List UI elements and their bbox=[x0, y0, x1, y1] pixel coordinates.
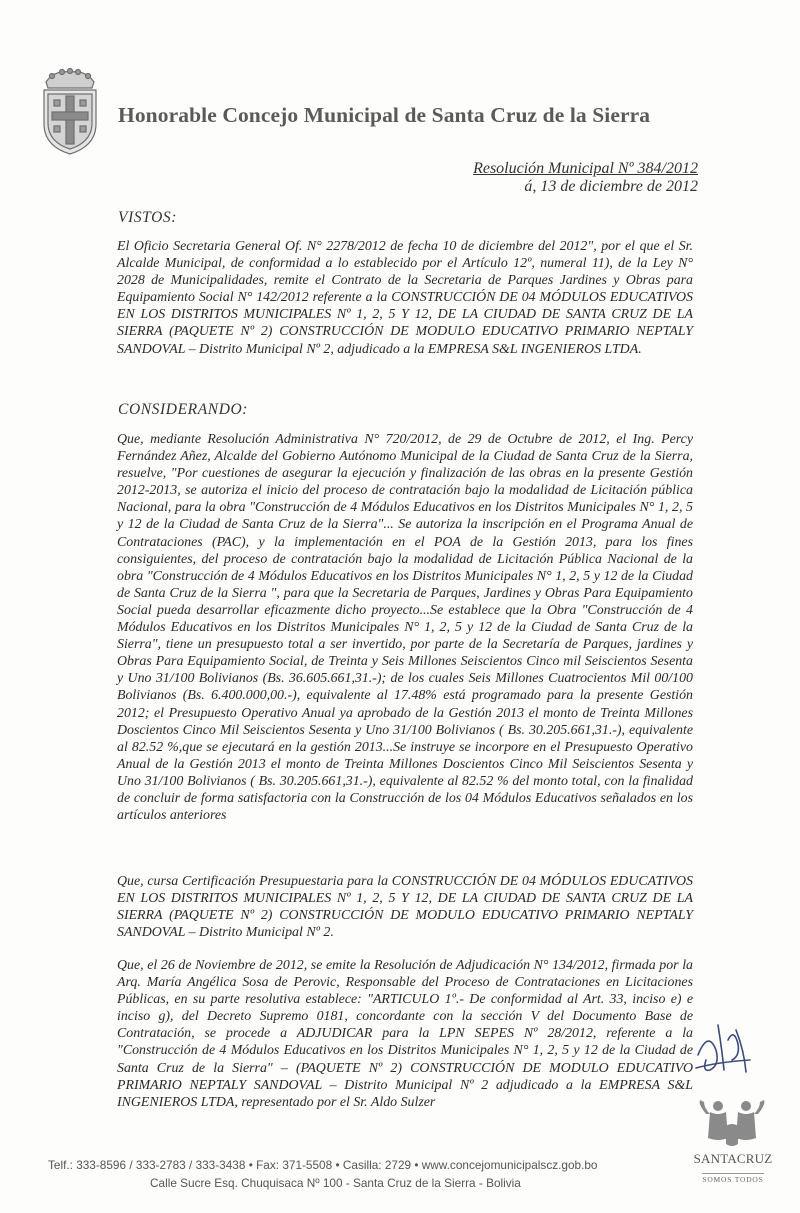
coat-of-arms-icon bbox=[38, 62, 102, 158]
santa-cruz-logo bbox=[688, 1098, 778, 1190]
vistos-paragraph: El Oficio Secretaria General Of. N° 2278/2012 de fecha 10 de diciembre del 2012", por el que el Sr. Alcalde Municipal, de conformidad a lo establecido por el Artículo 12º, numeral 11), de la Ley N° 2028 de Municipalidades, remite el Contrato de la Secretaria de Parques Jardines y Obras para Equipamiento Social N° 142/2012 referente a la CONSTRUCCIÓN DE 04 MÓDULOS EDUCATIVOS EN LOS DISTRITOS MUNICIPALES Nº 1, 2, 5 Y 12, DE LA CIUDAD DE SANTA CRUZ DE LA SIERRA (PAQUETE Nº 2) CONSTRUCCIÓN DE MODULO EDUCATIVO PRIMARIO NEPTALY SANDOVAL – Distrito Municipal Nº 2, adjudicado a la EMPRESA S&L INGENIEROS LTDA. bbox=[117, 239, 693, 357]
vistos-heading: VISTOS: bbox=[118, 209, 178, 226]
resolution-number: Resolución Municipal Nº 384/2012 bbox=[473, 160, 698, 177]
logo-tagline: SOMOS TODOS bbox=[702, 1175, 764, 1184]
considerando-paragraph-3: Que, el 26 de Noviembre de 2012, se emite la Resolución de Adjudicación N° 134/2012, firmada por la Arq. María Angélica Sosa de Perovic, Responsable del Proceso de Contrataciones en Licitaciones Públicas, en su parte resolutiva establece: "ARTICULO 1º.- De conformidad al Art. 33, inciso e) e inciso g), del Decreto Supremo 0181, concordante con la sección V del Documento Base de Contratación, se procede a ADJUDICAR para la LPN SEPES Nº 28/2012, referente a la "Construcción de 4 Módulos Educativos en los Distritos Municipales N° 1, 2, 5 y 12 de la Ciudad de Santa Cruz de la Sierra" – (PAQUETE Nº 2) CONSTRUCCIÓN DE MODULO EDUCATIVO PRIMARIO NEPTALY SANDOVAL – Distrito Municipal Nº 2 adjudicado a la EMPRESA S&L INGENIEROS LTDA, representado por el Sr. Aldo Sulzer bbox=[117, 958, 693, 1110]
people-figures-icon bbox=[688, 1098, 778, 1153]
logo-brand: SANTACRUZ bbox=[693, 1151, 773, 1166]
considerando-heading: CONSIDERANDO: bbox=[118, 401, 249, 418]
resolution-block bbox=[473, 160, 698, 196]
header-title: Honorable Concejo Municipal de Santa Cruz de la Sierra bbox=[118, 103, 651, 127]
considerando-paragraph-1: Que, mediante Resolución Administrativa N° 720/2012, de 29 de Octubre de 2012, el Ing. Percy Fernández Añez, Alcalde del Gobierno Autónomo Municipal de la Ciudad de Santa Cruz de la Sierra, resuelve, "Por cuestiones de asegurar la ejecución y finalización de las obras en la presente Gestión 2012-2013, se autoriza el inicio del proceso de contratación bajo la modalidad de Licitación pública Nacional, para la obra "Construcción de 4 Módulos Educativos en los Distritos Municipales N° 1, 2, 5 y 12 de la Ciudad de Santa Cruz de la Sierra"... Se autoriza la inscripción en el Programa Anual de Contrataciones (PAC), y la implementación en el POA de la Gestión 2013, para los fines consiguientes, del proceso de contratación bajo la modalidad de Licitación Pública Nacional de la obra "Construcción de 4 Módulos Educativos en los Distritos Municipales N° 1, 2, 5 y 12 de la Ciudad de Santa Cruz de la Sierra ", para que la Secretaria de Parques, Jardines y Obras Para Equipamiento Social pueda desarrollar eficazmente dicho proyecto...Se establece que la Obra "Construcción de 4 Módulos Educativos en los Distritos Municipales N° 1, 2, 5 y 12 de la Ciudad de Santa Cruz de la Sierra", tiene un presupuesto total a ser invertido, por parte de la Secretaría de Parques, jardines y Obras Para Equipamiento Social, de Treinta y Seis Millones Seiscientos Cinco mil Seiscientos Sesenta y Uno 31/100 Bolivianos (Bs. 36.605.661,31.-); de los cuales Seis Millones Cuatrocientos Mil 00/100 Bolivianos (Bs. 6.400.000,00.-), equivalente al 17.48% está programado para la presente Gestión 2012; el Presupuesto Operativo Anual ya aprobado de la Gestión 2013 el monto de Treinta Millones Doscientos Cinco Mil Seiscientos Sesenta y Uno 31/100 Bolivianos ( Bs. 30.205.661,31.-), equivalente al 82.52 %,que se ejecutará en la gestión 2013...Se instruye se incorpore en el Presupuesto Operativo Anual de la Gestión 2013 el monto de Treinta Millones Doscientos Cinco Mil Seiscientos Sesenta y Uno 31/100 Bolivianos ( Bs. 30.205.661,31.-), equivalente al 82.52 % del monto total, con la finalidad de concluir de forma satisfactoria con la Construcción de los 04 Módulos Educativos señalados en los artículos anteriores bbox=[117, 432, 693, 824]
considerando-paragraph-2: Que, cursa Certificación Presupuestaria para la CONSTRUCCIÓN DE 04 MÓDULOS EDUCATIVOS EN LOS DISTRITOS MUNICIPALES Nº 1, 2, 5 Y 12, DE LA CIUDAD DE SANTA CRUZ DE LA SIERRA (PAQUETE Nº 2) CONSTRUCCIÓN DE MODULO EDUCATIVO PRIMARIO NEPTALY SANDOVAL – Distrito Municipal Nº 2. bbox=[117, 874, 693, 941]
footer-contact: Telf.: 333-8596 / 333-2783 / 333-3438 • Fax: 371-5508 • Casilla: 2729 • www.concejomunicipalscz.gob.bo bbox=[48, 1158, 598, 1172]
signature-icon bbox=[688, 1010, 758, 1090]
resolution-date: á, 13 de diciembre de 2012 bbox=[524, 178, 698, 195]
footer-address: Calle Sucre Esq. Chuquisaca Nº 100 - Santa Cruz de la Sierra - Bolivia bbox=[150, 1176, 521, 1190]
